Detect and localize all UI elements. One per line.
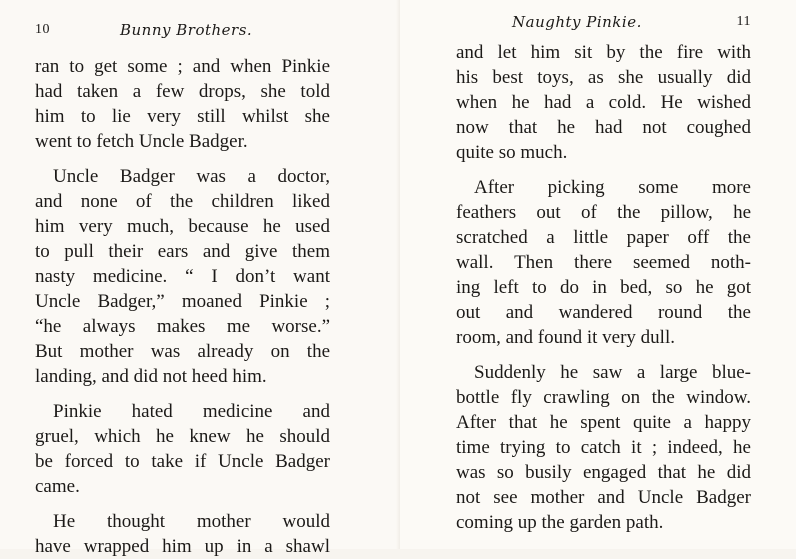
right-page-body bbox=[456, 40, 751, 535]
running-head: Naughty Pinkie. bbox=[512, 13, 642, 31]
text-line: ran to get some ; and when Pinkie bbox=[35, 56, 330, 77]
text-line: room, and found it very dull. bbox=[456, 327, 675, 348]
text-line: “he always makes me worse.” bbox=[35, 316, 330, 337]
paragraph bbox=[35, 399, 330, 499]
text-line: Uncle Badger was a doctor, bbox=[53, 166, 330, 187]
text-line: After that he spent quite a happy bbox=[456, 412, 751, 433]
text-line: him very much, because he used bbox=[35, 216, 330, 237]
paragraph bbox=[456, 360, 751, 535]
text-line: be forced to take if Uncle Badger bbox=[35, 451, 330, 472]
text-line: gruel, which he knew he should bbox=[35, 426, 330, 447]
right-page-header bbox=[456, 12, 751, 40]
running-head: Bunny Brothers. bbox=[120, 21, 253, 39]
text-line: He thought mother would bbox=[53, 511, 330, 532]
text-line: But mother was already on the bbox=[35, 341, 330, 362]
text-line: quite so much. bbox=[456, 142, 568, 163]
left-page-header bbox=[35, 20, 330, 54]
text-line: went to fetch Uncle Badger. bbox=[35, 131, 248, 152]
left-page-body bbox=[35, 54, 330, 559]
text-line: came. bbox=[35, 476, 80, 497]
text-line: out and wandered round the bbox=[456, 302, 751, 323]
paragraph bbox=[35, 509, 330, 559]
text-line: After picking some more bbox=[474, 177, 751, 198]
text-line: not see mother and Uncle Badger bbox=[456, 487, 751, 508]
paragraph bbox=[456, 40, 751, 165]
text-line: Suddenly he saw a large blue- bbox=[474, 362, 751, 383]
page-number: 11 bbox=[736, 14, 751, 29]
text-line: time trying to catch it ; indeed, he bbox=[456, 437, 751, 458]
text-line: nasty medicine. “ I don’t want bbox=[35, 266, 330, 287]
text-line: was so busily engaged that he did bbox=[456, 462, 751, 483]
text-line: when he had a cold. He wished bbox=[456, 92, 751, 113]
text-line: Pinkie hated medicine and bbox=[53, 401, 330, 422]
right-page bbox=[400, 0, 796, 549]
text-line: feathers out of the pillow, he bbox=[456, 202, 751, 223]
text-line: coming up the garden path. bbox=[456, 512, 664, 533]
text-line: wall. Then there seemed noth- bbox=[456, 252, 751, 273]
text-line: to pull their ears and give them bbox=[35, 241, 330, 262]
text-line: scratched a little paper off the bbox=[456, 227, 751, 248]
text-line: his best toys, as she usually did bbox=[456, 67, 751, 88]
text-line: landing, and did not heed him. bbox=[35, 366, 267, 387]
text-line: and none of the children liked bbox=[35, 191, 330, 212]
paragraph bbox=[456, 175, 751, 350]
text-line: bottle fly crawling on the window. bbox=[456, 387, 751, 408]
paragraph bbox=[35, 54, 330, 154]
text-line: and let him sit by the fire with bbox=[456, 42, 751, 63]
text-line: ing left to do in bed, so he got bbox=[456, 277, 751, 298]
text-line: Uncle Badger,” moaned Pinkie ; bbox=[35, 291, 330, 312]
text-line: him to lie very still whilst she bbox=[35, 106, 330, 127]
text-line: have wrapped him up in a shawl bbox=[35, 536, 330, 557]
text-line: had taken a few drops, she told bbox=[35, 81, 330, 102]
paragraph bbox=[35, 164, 330, 389]
text-line: now that he had not coughed bbox=[456, 117, 751, 138]
page-number: 10 bbox=[35, 22, 50, 37]
